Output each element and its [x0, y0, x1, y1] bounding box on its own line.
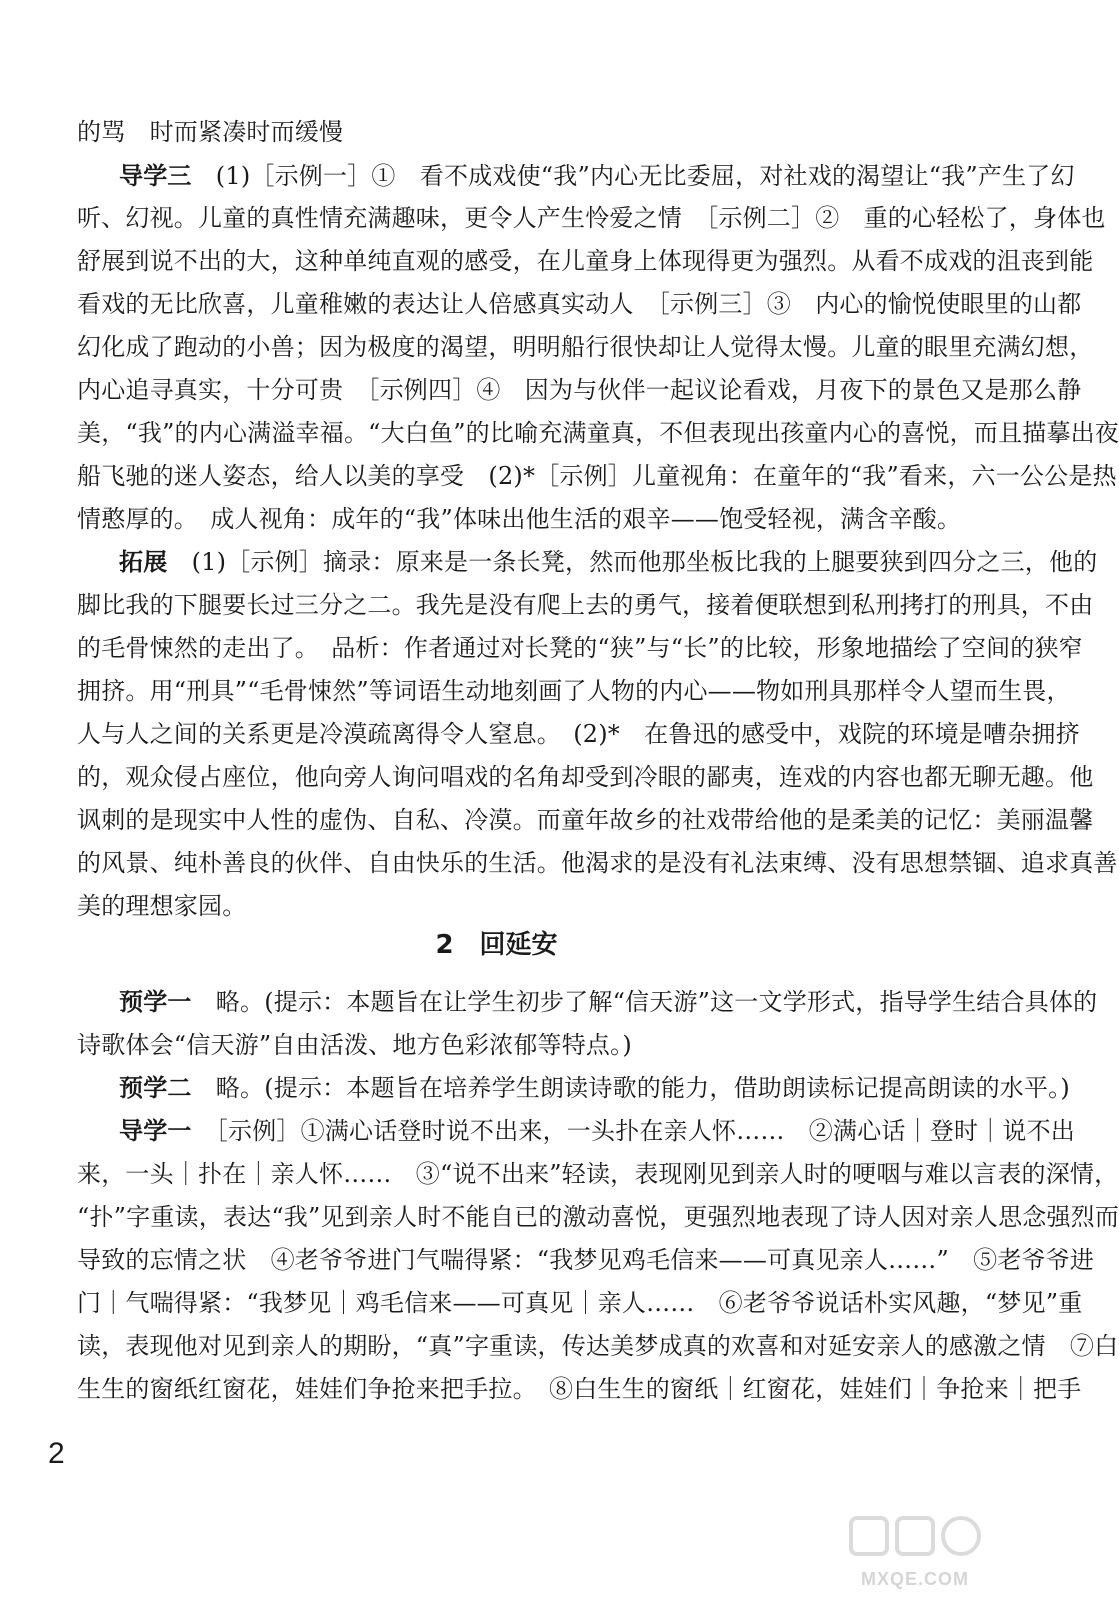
text-line: 门｜气喘得紧：“我梦见｜鸡毛信来——可真见｜亲人…… ⑥老爷爷说话朴实风趣，“梦见”重	[77, 1289, 1083, 1317]
text-line: 人与人之间的关系更是冷漠疏离得令人窒息。 (2)* 在鲁迅的感受中，戏院的环境是嘈杂拥挤	[77, 720, 1080, 748]
text-line: 船飞驰的迷人姿态，给人以美的享受 (2)*［示例］儿童视角：在童年的“我”看来，六一公公是热	[77, 462, 1117, 490]
text-line: 美的理想家园。	[77, 892, 247, 920]
section-label: 导学三	[119, 162, 192, 190]
section-label: 导学一	[119, 1117, 192, 1145]
watermark-icon	[845, 1510, 985, 1570]
section-label: 预学一	[119, 988, 192, 1016]
text-line: 拥挤。用“刑具”“毛骨悚然”等词语生动地刻画了人物的内心——物如刑具那样令人望而生畏，	[77, 677, 1071, 705]
text-line: 拓展 (1)［示例］摘录：原来是一条长凳，然而他那坐板比我的上腿要狭到四分之三，他的	[119, 548, 1098, 576]
text-line: 的骂 时而紧凑时而缓慢	[77, 118, 344, 146]
text-line: 导致的忘情之状 ④老爷爷进门气喘得紧：“我梦见鸡毛信来——可真见亲人……” ⑤老爷爷进	[77, 1246, 1095, 1274]
text-line: 读，表现他对见到亲人的期盼，“真”字重读，传达美梦成真的欢喜和对延安亲人的感激之情 ⑦白	[77, 1332, 1119, 1360]
text-line: 听、幻视。儿童的真性情充满趣味，更令人产生怜爱之情 ［示例二］② 重的心轻松了，身体也	[77, 204, 1106, 232]
page-number: 2	[48, 1437, 65, 1470]
section-label: 预学二	[119, 1074, 192, 1102]
text-line: 导学三 (1)［示例一］① 看不成戏使“我”内心无比委屈，对社戏的渴望让“我”产生了幻	[119, 162, 1075, 190]
text-line: 幻化成了跑动的小兽；因为极度的渴望，明明船行很快却让人觉得太慢。儿童的眼里充满幻想，	[77, 333, 1094, 361]
text-line: “扑”字重读，表达“我”见到亲人时不能自已的激动喜悦，更强烈地表现了诗人因对亲人思念强烈而	[77, 1203, 1119, 1231]
text-line: 导学一 ［示例］①满心话登时说不出来，一头扑在亲人怀…… ②满心话｜登时｜说不出	[119, 1117, 1076, 1145]
text-line: 的风景、纯朴善良的伙伴、自由快乐的生活。他渴求的是没有礼法束缚、没有思想禁锢、追求真善	[77, 849, 1118, 877]
text-line: 情憨厚的。 成人视角：成年的“我”体味出他生活的艰辛——饱受轻视，满含辛酸。	[77, 505, 962, 533]
text-line: 的毛骨悚然的走出了。 品析：作者通过对长凳的“狭”与“长”的比较，形象地描绘了空间的狭窄	[77, 634, 1083, 662]
text-line: 诗歌体会“信天游”自由活泼、地方色彩浓郁等特点。)	[77, 1031, 632, 1059]
watermark-logo	[845, 1510, 985, 1594]
text-line: 生生的窗纸红窗花，娃娃们争抢来把手拉。 ⑧白生生的窗纸｜红窗花，娃娃们｜争抢来｜把手	[77, 1375, 1082, 1403]
text-line: 的，观众侵占座位，他向旁人询问唱戏的名角却受到冷眼的鄙夷，连戏的内容也都无聊无趣。他	[77, 763, 1094, 791]
text-line: 内心追寻真实，十分可贵 ［示例四］④ 因为与伙伴一起议论看戏，月夜下的景色又是那么静	[77, 376, 1082, 404]
section-title: 2 回延安	[435, 930, 558, 960]
text-line: 讽刺的是现实中人性的虚伪、自私、冷漠。而童年故乡的社戏带给他的是柔美的记忆：美丽温馨	[77, 806, 1094, 834]
text-line: 看戏的无比欣喜，儿童稚嫩的表达让人倍感真实动人 ［示例三］③ 内心的愉悦使眼里的山都	[77, 290, 1082, 318]
text-line: 来，一头｜扑在｜亲人怀…… ③“说不出来”轻读，表现刚见到亲人时的哽咽与难以言表的深情，	[77, 1160, 1119, 1188]
watermark-text: MXQE.COM	[860, 1569, 969, 1589]
text-line: 舒展到说不出的大，这种单纯直观的感受，在儿童身上体现得更为强烈。从看不成戏的沮丧到能	[77, 247, 1094, 275]
text-line: 脚比我的下腿要长过三分之二。我先是没有爬上去的勇气，接着便联想到私刑拷打的刑具，不由	[77, 591, 1094, 619]
section-label: 拓展	[119, 548, 168, 576]
text-line: 预学二 略。(提示：本题旨在培养学生朗读诗歌的能力，借助朗读标记提高朗读的水平。)	[119, 1074, 1070, 1102]
text-line: 预学一 略。(提示：本题旨在让学生初步了解“信天游”这一文学形式，指导学生结合具体的	[119, 988, 1098, 1016]
text-line: 美，“我”的内心满溢幸福。“大白鱼”的比喻充满童真，不但表现出孩童内心的喜悦，而且描摹出夜	[77, 419, 1119, 447]
